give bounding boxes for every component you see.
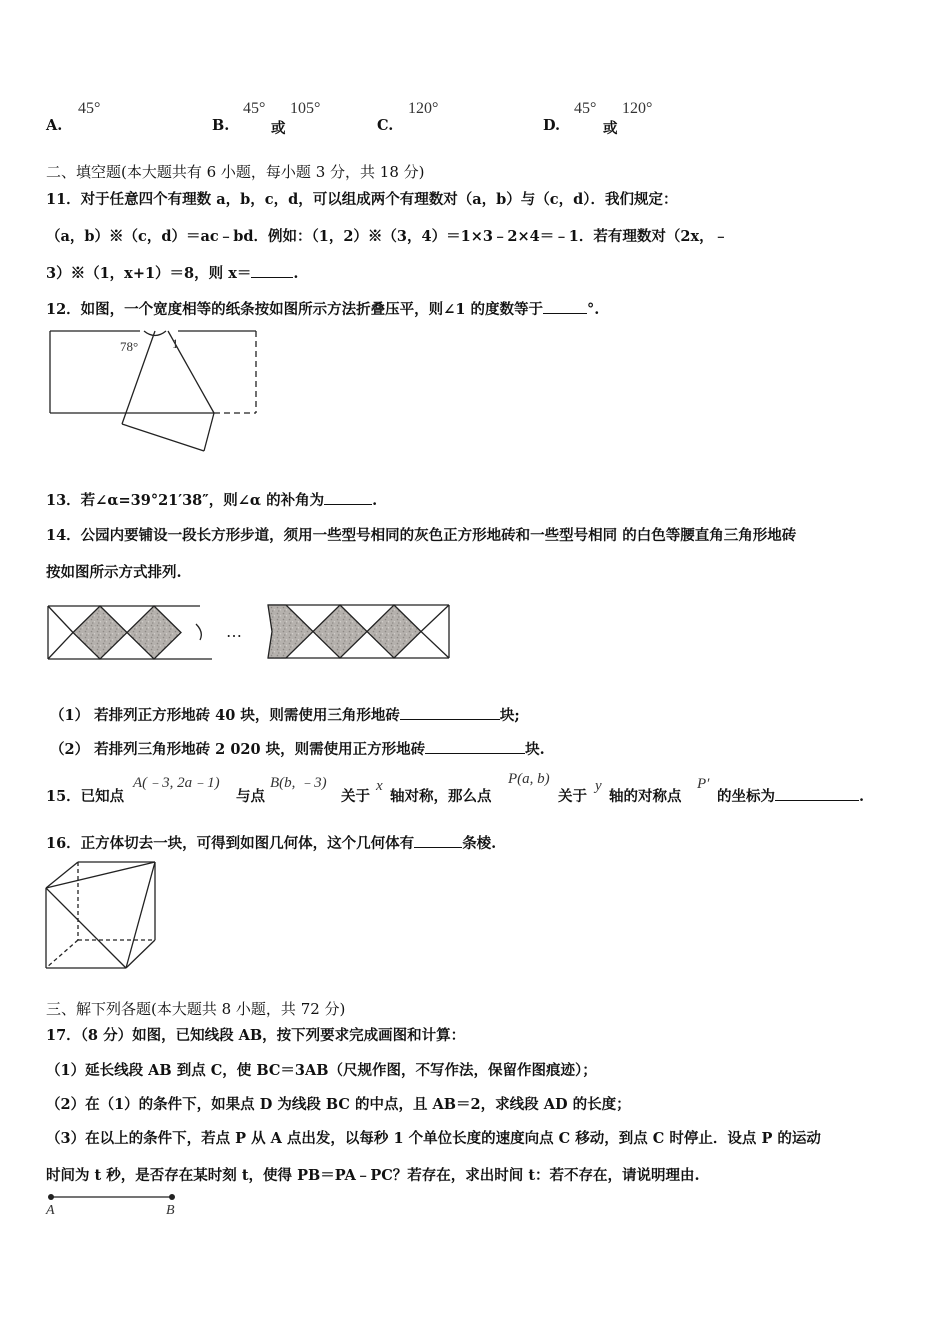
q11-line-1: 11．对于任意四个有理数 a，b，c，d，可以组成两个有理数对（a，b）与（c，d）．我们规定： — [46, 191, 678, 208]
q15-coord-label: 的坐标为 — [717, 788, 775, 805]
q14-line-1: 14．公园内要铺设一段长方形步道，须用一些型号相同的灰色正方形地砖和一些型号相同 的白色等腰直角三角形地砖 — [46, 527, 797, 544]
option-b-or: 或 — [271, 120, 286, 137]
q11-line-3-end: . — [293, 265, 299, 282]
q13-text-end: . — [372, 492, 378, 509]
option-b-value-2: 105° — [290, 100, 321, 117]
q15-point-p: P(a, b) — [508, 771, 550, 787]
q13-text: 13．若∠α=39°21′38″，则∠α 的补角为 — [46, 492, 325, 509]
q15-point-b: B(b, ﹣3) — [270, 775, 327, 791]
point-b — [169, 1194, 175, 1200]
q12-text-end: °. — [586, 301, 600, 318]
option-d-or: 或 — [603, 120, 618, 137]
q15-text-end: . — [859, 788, 865, 805]
angle-1-label: 1 — [172, 336, 179, 351]
option-b-value-1: 45° — [243, 100, 266, 117]
q17-line-1: 17．（8 分）如图，已知线段 AB，按下列要求完成画图和计算： — [46, 1027, 466, 1044]
q15-point-a: A(﹣3, 2a﹣1) — [133, 775, 220, 791]
q15-text-4: 轴对称，那么点 — [390, 788, 492, 805]
q16-text-end: 条棱. — [462, 835, 497, 852]
q14-sub-2-end: 块. — [525, 741, 545, 758]
q12-text: 12．如图，一个宽度相等的纸条按如图所示方法折叠压平，则∠1 的度数等于 — [46, 301, 543, 318]
section-2-title: 二、填空题(本大题共有 6 小题，每小题 3 分，共 18 分) — [46, 163, 425, 181]
q14-line-2: 按如图所示方式排列. — [46, 564, 182, 581]
option-c-value: 120° — [408, 100, 439, 117]
option-d-label: D. — [543, 117, 561, 134]
q15-text-3: 关于 — [341, 788, 370, 805]
q15-y-axis: y — [595, 778, 602, 794]
q17-line-4: （3）在以上的条件下，若点 P 从 A 点出发，以每秒 1 个单位长度的速度向点 C 移动，到点 C 时停止．设点 P 的运动 — [46, 1130, 821, 1147]
angle-78-label: 78° — [120, 339, 139, 354]
q14-sub-2-text: （2） 若排列三角形地砖 2 020 块，则需使用正方形地砖 — [50, 741, 426, 758]
option-b-label: B. — [212, 117, 230, 134]
q17-line-5: 时间为 t 秒，是否存在某时刻 t，使得 PB＝PA﹣PC？若存在，求出时间 t：若不存在，请说明理由. — [46, 1167, 700, 1184]
q15-text-6: 轴的对称点 — [609, 788, 682, 805]
section-3-title: 三、解下列各题(本大题共 8 小题，共 72 分) — [46, 1000, 346, 1018]
point-b-label: B — [166, 1203, 175, 1218]
q17-line-3: （2）在（1）的条件下，如果点 D 为线段 BC 的中点，且 AB＝2，求线段 AD 的长度； — [46, 1096, 631, 1113]
option-c-label: C. — [377, 117, 394, 134]
option-a-value: 45° — [78, 100, 101, 117]
q11-line-2: （a，b）※（c，d）＝ac﹣bd．例如：（1，2）※（3，4）＝1×3﹣2×4＝﹣1．若有理数对（2x，﹣ — [46, 228, 729, 245]
point-a-label: A — [46, 1203, 55, 1218]
q15-text-5: 关于 — [558, 788, 587, 805]
point-a — [48, 1194, 54, 1200]
q16-text: 16．正方体切去一块，可得到如图几何体，这个几何体有 — [46, 835, 415, 852]
q15-text-2: 与点 — [236, 788, 265, 805]
q14-sub-1-end: 块; — [499, 707, 520, 724]
option-d-value-1: 45° — [574, 100, 597, 117]
option-a-label: A. — [46, 117, 63, 134]
q11-line-3-text: 3）※（1，x+1）＝8，则 x＝ — [46, 265, 252, 282]
q15-x-axis: x — [376, 778, 383, 794]
option-d-value-2: 120° — [622, 100, 653, 117]
tile-ellipsis: … — [226, 622, 242, 641]
q14-sub-1-text: （1） 若排列正方形地砖 40 块，则需使用三角形地砖 — [50, 707, 400, 724]
q15-point-p-prime: P′ — [697, 776, 710, 792]
q15-text-1: 15．已知点 — [46, 788, 125, 805]
q17-line-2: （1）延长线段 AB 到点 C，使 BC＝3AB（尺规作图，不写作法，保留作图痕迹）； — [46, 1062, 597, 1079]
